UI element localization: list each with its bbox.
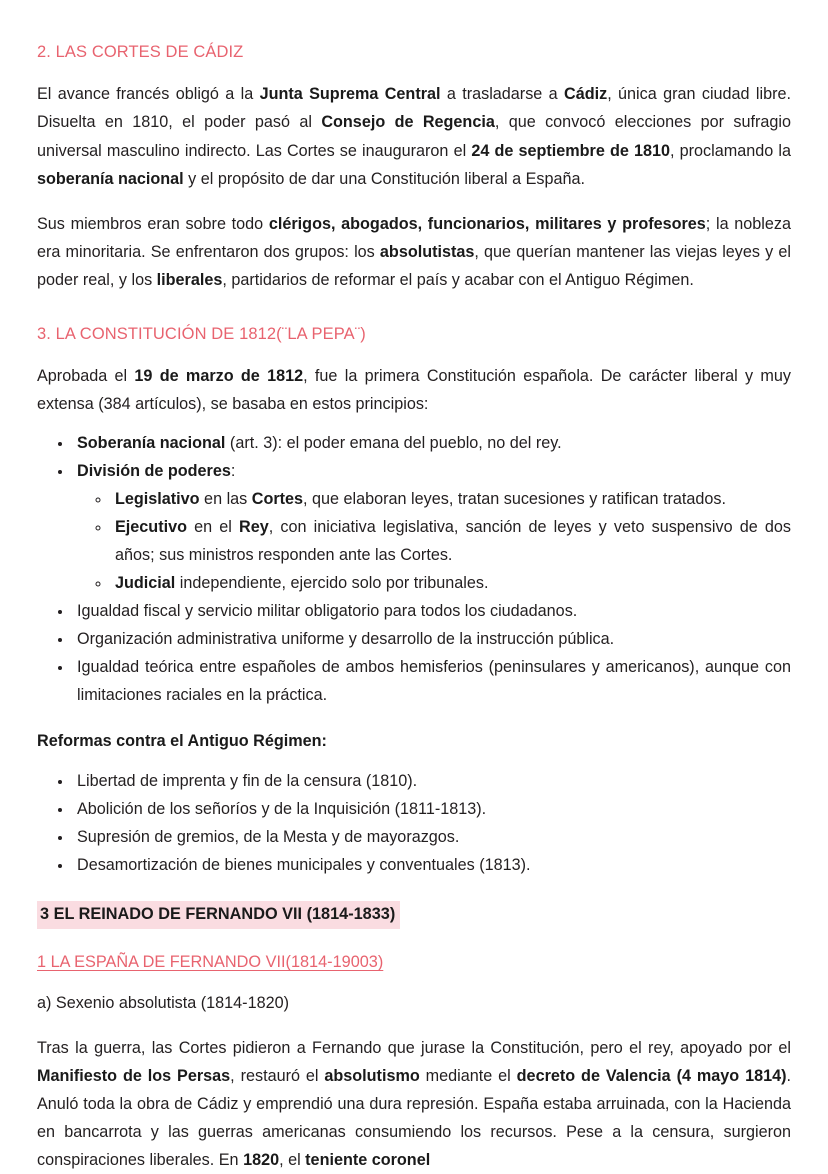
bold-legislativo: Legislativo — [115, 490, 200, 509]
heading-reinado-fernando-vii-wrapper — [37, 901, 791, 930]
list-item — [73, 429, 791, 457]
subheading-sexenio-absolutista: a) Sexenio absolutista (1814-1820) — [37, 994, 289, 1013]
heading-espana-fernando-vii-wrapper — [37, 951, 791, 974]
text-run: : — [230, 462, 236, 481]
list-principios — [37, 429, 791, 709]
heading-la-constitucion-de-1812: 3. LA CONSTITUCIÓN DE 1812(¨LA PEPA¨) — [37, 324, 366, 343]
list-item: • Abolición de los señoríos y de la Inquisición (1811-1813). — [73, 795, 791, 823]
list-item: • Organización administrativa uniforme y desarrollo de la instrucción pública. — [73, 625, 791, 653]
text-run: (art. 3): el poder emana del pueblo, no del rey. — [225, 434, 562, 453]
text-run: Tras la guerra, las Cortes pidieron a Fernando que jurase la Constitución, pero el rey, apoyado por el — [37, 1039, 796, 1058]
text-run: , que elaboran leyes, tratan sucesiones y ratifican tratados. — [303, 490, 726, 509]
paragraph-cortes-2 — [37, 210, 791, 294]
text-run: mediante el — [419, 1067, 517, 1086]
bold-judicial: Judicial — [115, 574, 176, 593]
heading-espana-fernando-vii: 1 LA ESPAÑA DE FERNANDO VII(1814-19003) — [37, 953, 384, 972]
paragraph-constitucion — [37, 362, 791, 418]
heading-reinado-fernando-vii: 3 EL REINADO DE FERNANDO VII (1814-1833) — [37, 901, 400, 930]
text-run: , que querían mantener las viejas leyes y el poder real, y los — [37, 242, 791, 289]
text-run: ; la nobleza era minoritaria. Se enfrentaron dos grupos: los — [37, 214, 792, 261]
text-run: , partidarios de reformar el país y acabar con el Antiguo Régimen. — [222, 270, 694, 289]
bold-junta-suprema-central: Junta Suprema Central — [259, 85, 441, 104]
subheading-reformas-antiguo-regimen: Reformas contra el Antiguo Régimen: — [37, 732, 327, 751]
document-content — [37, 42, 796, 1174]
bold-manifiesto-de-los-persas: Manifiesto de los Persas — [37, 1067, 231, 1086]
bold-absolutistas: absolutistas — [379, 242, 475, 261]
bold-fecha-24-septiembre-1810: 24 de septiembre de 1810 — [471, 141, 671, 160]
bold-cadiz: Cádiz — [564, 85, 608, 104]
text-run: El avance francés obligó a la — [37, 85, 260, 104]
list-item: • Libertad de imprenta y fin de la censura (1810). — [73, 767, 791, 795]
bold-clerigos-abogados: clérigos, abogados, funcionarios, militares y profesores — [268, 214, 706, 233]
text-run: , con iniciativa legislativa, sanción de leyes y veto suspensivo de dos años; sus ministros responden ante las Cortes. — [115, 518, 791, 565]
bold-soberania-nacional-item: Soberanía nacional — [77, 434, 226, 453]
text-run: , proclamando la — [670, 141, 791, 160]
text-run: Aprobada el — [37, 367, 135, 386]
bold-1820: 1820 — [243, 1151, 280, 1170]
bold-division-de-poderes: División de poderes — [77, 462, 231, 481]
paragraph-cortes-1 — [37, 80, 791, 192]
text-run: a trasladarse a — [440, 85, 565, 104]
list-item — [111, 569, 791, 597]
text-run: . Anuló toda la obra de Cádiz y emprendió una dura represión. — [37, 1067, 795, 1114]
text-run: Sus miembros eran sobre todo — [37, 214, 269, 233]
bold-soberania-nacional: soberanía nacional — [37, 169, 184, 188]
heading-las-cortes-de-cadiz: 2. LAS CORTES DE CÁDIZ — [37, 43, 244, 61]
list-item — [111, 485, 791, 513]
list-item: • Supresión de gremios, de la Mesta y de mayorazgos. — [73, 823, 791, 851]
text-run: , fue la primera Constitución española. De carácter liberal y muy extensa (384 artículos), se basaba en estos principios: — [37, 367, 791, 414]
list-item: • Igualdad fiscal y servicio militar obligatorio para todos los ciudadanos. — [73, 597, 791, 625]
text-run: España estaba arruinada, con la Hacienda en bancarrota y las guerras americanas consumiendo los recursos. Pese a la censura, surgieron conspiraciones liberales. En — [37, 1095, 796, 1170]
bold-cortes: Cortes — [251, 490, 304, 509]
bold-absolutismo: absolutismo — [324, 1067, 420, 1086]
bold-rey: Rey — [239, 518, 269, 537]
bold-decreto-de-valencia: decreto de Valencia (4 mayo 1814) — [516, 1067, 787, 1086]
bold-ejecutivo: Ejecutivo — [115, 518, 187, 537]
text-run: en las — [199, 490, 252, 509]
text-run: , única gran ciudad libre. Disuelta en 1810, el poder pasó al — [37, 85, 791, 132]
list-item — [73, 457, 791, 597]
text-run: , que convocó elecciones por sufragio universal masculino indirecto. Las Cortes se inauguraron el — [37, 113, 791, 160]
text-run: en el — [186, 518, 240, 537]
bold-consejo-de-regencia: Consejo de Regencia — [321, 113, 495, 132]
list-item: • Igualdad teórica entre españoles de ambos hemisferios (peninsulares y americanos), aunque con limitaciones raciales en la práctica. — [73, 653, 791, 709]
text-run: , el — [279, 1151, 306, 1170]
bold-teniente-coronel: teniente coronel — [305, 1151, 431, 1170]
list-item: • Desamortización de bienes municipales y conventuales (1813). — [73, 851, 791, 879]
text-run: , restauró el — [230, 1067, 325, 1086]
text-run: independiente, ejercido solo por tribunales. — [175, 574, 489, 593]
list-item — [111, 513, 791, 569]
text-run: y el propósito de dar una Constitución liberal a España. — [183, 169, 585, 188]
list-reformas — [37, 767, 791, 879]
paragraph-final — [37, 1034, 796, 1174]
bold-liberales: liberales — [156, 270, 223, 289]
list-poderes — [77, 485, 791, 597]
bold-fecha-19-marzo-1812: 19 de marzo de 1812 — [134, 367, 304, 386]
